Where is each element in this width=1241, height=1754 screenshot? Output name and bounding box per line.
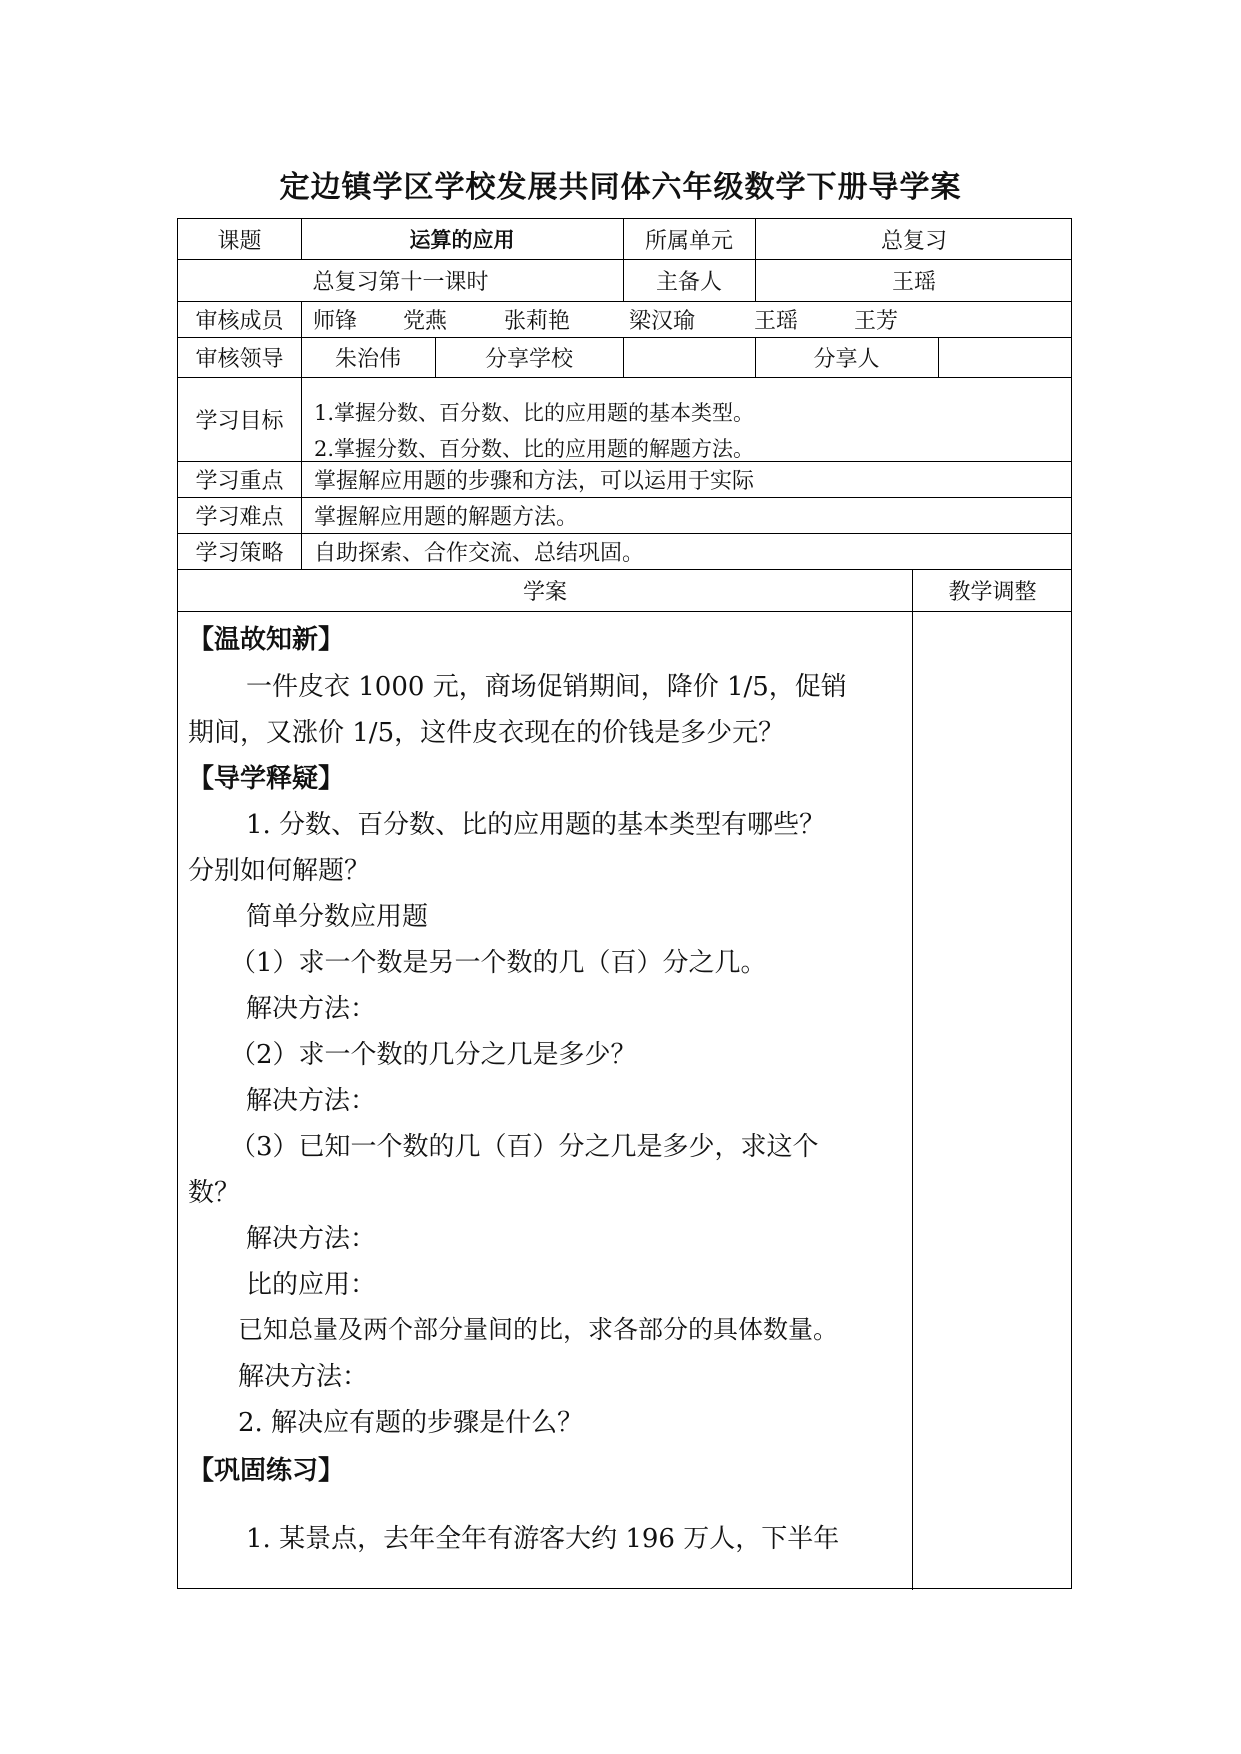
section-heading: 【巩固练习】 bbox=[188, 1456, 345, 1486]
strategy-label: 学习策略 bbox=[195, 540, 284, 566]
goal-item: 1.掌握分数、百分数、比的应用题的基本类型。 bbox=[314, 401, 755, 425]
share-school-label: 分享学校 bbox=[484, 346, 573, 372]
share-person-label: 分享人 bbox=[813, 346, 880, 372]
unit-label: 所属单元 bbox=[644, 228, 733, 254]
guide-question: 2. 解决应有题的步骤是什么？ bbox=[238, 1408, 584, 1438]
subheading: 比的应用： bbox=[246, 1270, 377, 1300]
review-question-cont: 期间，又涨价 1/5，这件皮衣现在的价钱是多少元？ bbox=[188, 718, 785, 748]
key-label: 学习重点 bbox=[195, 468, 284, 494]
difficulty-label: 学习难点 bbox=[195, 504, 284, 530]
reviewer-name: 王瑶 bbox=[754, 308, 799, 334]
problem-type-cont: 数？ bbox=[188, 1178, 241, 1208]
goal-item: 2.掌握分数、百分数、比的应用题的解题方法。 bbox=[314, 437, 755, 461]
subheading: 简单分数应用题 bbox=[246, 902, 429, 932]
reviewer-name: 王芳 bbox=[854, 308, 899, 334]
share-person-value bbox=[938, 337, 1073, 377]
leader-label: 审核领导 bbox=[195, 346, 284, 372]
key-value: 掌握解应用题的步骤和方法，可以运用于实际 bbox=[314, 468, 755, 494]
problem-type: （1）求一个数是另一个数的几（百）分之几。 bbox=[230, 948, 767, 978]
adjust-column-header: 教学调整 bbox=[948, 579, 1037, 605]
problem-type: （3）已知一个数的几（百）分之几是多少，求这个 bbox=[230, 1132, 819, 1162]
unit-value: 总复习 bbox=[880, 228, 947, 254]
lead-value: 王瑶 bbox=[891, 269, 936, 295]
goals-label: 学习目标 bbox=[195, 408, 284, 434]
method-label: 解决方法： bbox=[246, 1224, 377, 1254]
section-heading: 【导学释疑】 bbox=[188, 764, 345, 794]
guide-question: 1. 分数、百分数、比的应用题的基本类型有哪些？ bbox=[246, 810, 826, 840]
problem-type: （2）求一个数的几分之几是多少？ bbox=[230, 1040, 637, 1070]
lead-label: 主备人 bbox=[655, 269, 722, 295]
review-question: 一件皮衣 1000 元，商场促销期间，降价 1/5，促销 bbox=[246, 672, 847, 702]
difficulty-value: 掌握解应用题的解题方法。 bbox=[314, 504, 579, 530]
lesson-plan-table bbox=[177, 218, 1072, 1589]
reviewer-name: 师锋 bbox=[313, 308, 358, 334]
exercise-question: 1. 某景点，去年全年有游客大约 196 万人，下半年 bbox=[246, 1524, 840, 1554]
reviewer-name: 张莉艳 bbox=[504, 308, 571, 334]
topic-label: 课题 bbox=[217, 228, 262, 254]
strategy-value: 自助探索、合作交流、总结巩固。 bbox=[314, 540, 645, 566]
topic-value: 运算的应用 bbox=[409, 228, 515, 252]
lesson-number: 总复习第十一课时 bbox=[312, 269, 489, 295]
method-label: 解决方法： bbox=[238, 1362, 369, 1392]
ratio-description: 已知总量及两个部分量间的比，求各部分的具体数量。 bbox=[238, 1315, 839, 1344]
page-title: 定边镇学区学校发展共同体六年级数学下册导学案 bbox=[279, 170, 962, 205]
share-school-value bbox=[623, 337, 755, 377]
reviewers-label: 审核成员 bbox=[195, 308, 284, 334]
plan-column-header: 学案 bbox=[522, 579, 567, 605]
leader-value: 朱治伟 bbox=[334, 346, 401, 372]
method-label: 解决方法： bbox=[246, 994, 377, 1024]
reviewer-name: 党燕 bbox=[403, 308, 448, 334]
method-label: 解决方法： bbox=[246, 1086, 377, 1116]
section-heading: 【温故知新】 bbox=[188, 625, 345, 655]
reviewer-name: 梁汉瑜 bbox=[629, 308, 696, 334]
guide-question-cont: 分别如何解题？ bbox=[188, 856, 371, 886]
